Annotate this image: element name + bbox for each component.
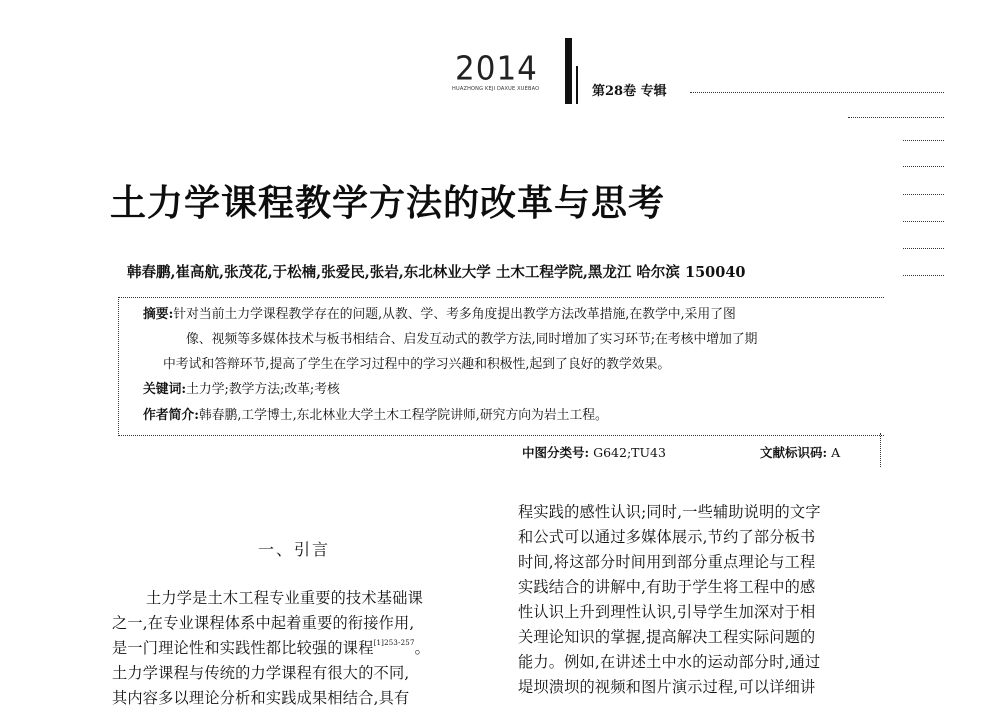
abstract-text: 针对当前土力学课程教学存在的问题,从教、学、考多角度提出教学方法改革措施,在教学中,采用了图 bbox=[173, 307, 736, 322]
body-line: 程实践的感性认识;同时,一些辅助说明的文字 bbox=[518, 503, 821, 521]
journal-name-pinyin: HUAZHONG KEJI DAXUE XUEBAO bbox=[452, 86, 540, 92]
keywords-text: 土力学;教学方法;改革;考核 bbox=[186, 382, 340, 397]
body-line: 时间,将这部分时间用到部分重点理论与工程 bbox=[518, 553, 816, 571]
body-line: 能力。例如,在讲述土中水的运动部分时,通过 bbox=[518, 653, 821, 671]
citation: [1]253-257 bbox=[373, 639, 415, 647]
author-bio-text: 韩春鹏,工学博士,东北林业大学土木工程学院讲师,研究方向为岩土工程。 bbox=[198, 408, 608, 423]
abstract-line: 中考试和答辩环节,提高了学生在学习过程中的学习兴趣和积极性,起到了良好的教学效果。 bbox=[163, 357, 671, 372]
margin-dotted-rule bbox=[903, 194, 944, 195]
margin-dotted-rule bbox=[903, 221, 944, 222]
masthead-bar-thin bbox=[576, 66, 578, 104]
journal-year: 2014 bbox=[455, 50, 538, 88]
margin-dotted-rule bbox=[903, 275, 944, 276]
article-title: 土力学课程教学方法的改革与思考 bbox=[110, 182, 666, 224]
keywords-line bbox=[143, 384, 340, 397]
abstract-line: 像、视频等多媒体技术与板书相结合、启发互动式的教学方法,同时增加了实习环节;在考核中增加了期 bbox=[186, 332, 758, 347]
classification-value: G642;TU43 bbox=[593, 445, 666, 460]
document-code-value: A bbox=[831, 445, 841, 460]
document-code-label: 文献标识码: bbox=[760, 445, 828, 460]
abstract-label: 摘要: bbox=[143, 307, 174, 322]
margin-dotted-rule bbox=[903, 166, 944, 167]
classification-label: 中图分类号: bbox=[522, 445, 590, 460]
body-text: 是一门理论性和实践性都比较强的课程 bbox=[112, 639, 374, 657]
body-line: 实践结合的讲解中,有助于学生将工程中的感 bbox=[518, 578, 816, 596]
margin-dotted-rule bbox=[903, 248, 944, 249]
document-code bbox=[760, 443, 840, 461]
body-line: 堤坝溃坝的视频和图片演示过程,可以详细讲 bbox=[518, 678, 816, 696]
body-line: 和公式可以通过多媒体展示,节约了部分板书 bbox=[518, 528, 816, 546]
abstract-line bbox=[143, 309, 736, 322]
margin-dotted-rule bbox=[903, 140, 944, 141]
author-line: 韩春鹏,崔高航,张茂花,于松楠,张爱民,张岩,东北林业大学 土木工程学院,黑龙江 哈尔滨 150040 bbox=[127, 264, 746, 281]
author-bio-line bbox=[143, 410, 608, 423]
body-line: 之一,在专业课程体系中起着重要的衔接作用, bbox=[112, 614, 415, 632]
volume-label: 第28卷 专辑 bbox=[592, 84, 667, 99]
body-line: 关理论知识的掌握,提高解决工程实际问题的 bbox=[518, 628, 816, 646]
abstract-box-right-edge bbox=[880, 433, 881, 467]
body-line bbox=[112, 641, 430, 656]
masthead-dotted-rule bbox=[690, 92, 944, 93]
masthead-bar bbox=[565, 38, 572, 104]
body-line: 其内容多以理论分析和实践成果相结合,具有 bbox=[112, 689, 410, 707]
body-text: 。 bbox=[414, 639, 430, 657]
keywords-label: 关键词: bbox=[143, 382, 187, 397]
body-line: 性认识上升到理性认识,引导学生加深对于相 bbox=[518, 603, 816, 621]
body-line: 土力学是土木工程专业重要的技术基础课 bbox=[146, 589, 423, 607]
body-line: 土力学课程与传统的力学课程有很大的不同, bbox=[112, 664, 410, 682]
classification-number bbox=[522, 443, 666, 461]
section-heading: 一、引言 bbox=[258, 540, 331, 559]
author-bio-label: 作者简介: bbox=[143, 408, 199, 423]
margin-dotted-rule bbox=[848, 117, 944, 118]
